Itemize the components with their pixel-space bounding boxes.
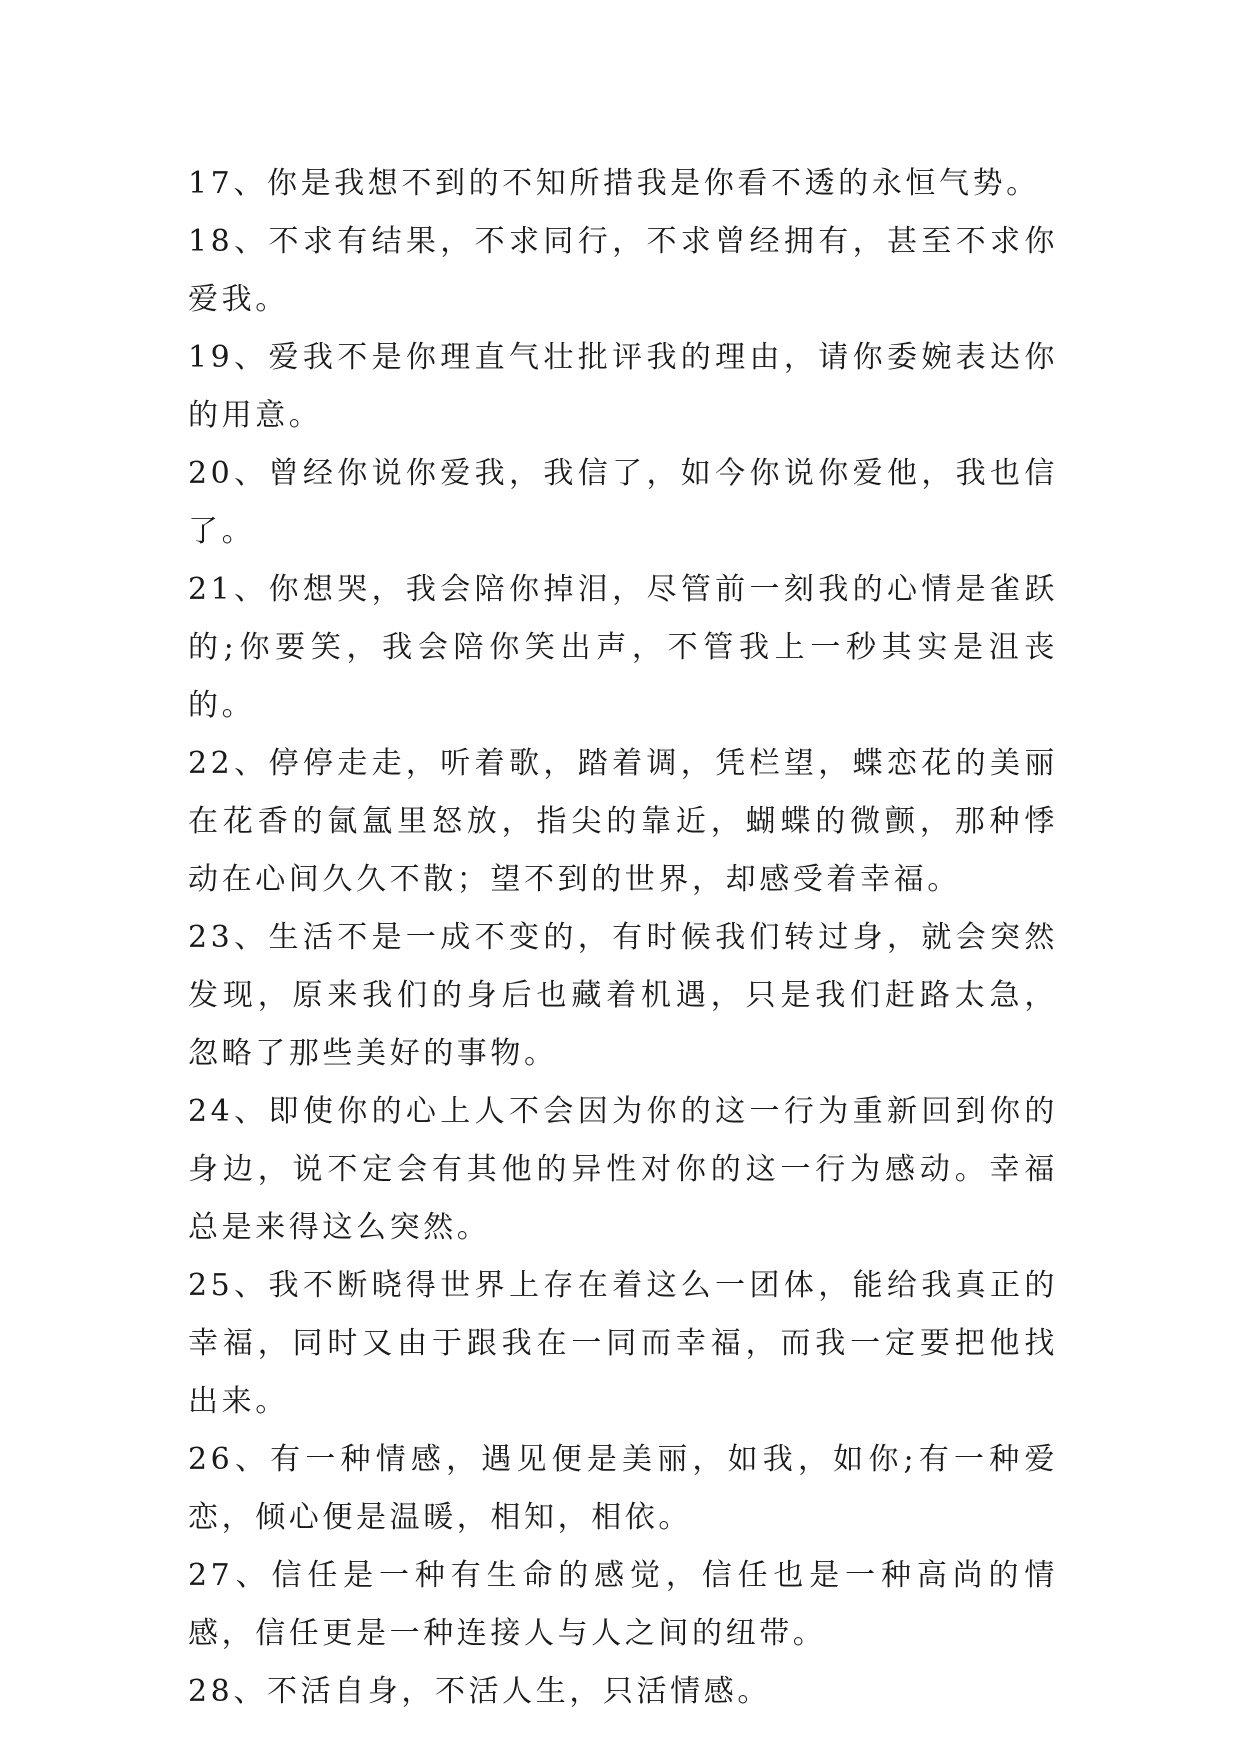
- entry-26: 26、有一种情感，遇见便是美丽，如我，如你;有一种爱恋，倾心便是温暖，相知，相依。: [188, 1442, 1058, 1535]
- document-body: [188, 155, 1058, 1721]
- entry-19: 19、爱我不是你理直气壮批评我的理由，请你委婉表达你的用意。: [188, 340, 1058, 433]
- entry-20: 20、曾经你说你爱我，我信了，如今你说你爱他，我也信了。: [188, 456, 1058, 549]
- entry-21: 21、你想哭，我会陪你掉泪，尽管前一刻我的心情是雀跃的;你要笑，我会陪你笑出声，不管我上一秒其实是沮丧的。: [188, 572, 1058, 723]
- entry-24: 24、即使你的心上人不会因为你的这一行为重新回到你的身边，说不定会有其他的异性对你的这一行为感动。幸福总是来得这么突然。: [188, 1094, 1058, 1245]
- entry-25: 25、我不断晓得世界上存在着这么一团体，能给我真正的幸福，同时又由于跟我在一同而幸福，而我一定要把他找出来。: [188, 1268, 1058, 1419]
- entry-18: 18、不求有结果，不求同行，不求曾经拥有，甚至不求你爱我。: [188, 224, 1058, 317]
- entry-28: 28、不活自身，不活人生，只活情感。: [188, 1674, 771, 1709]
- entry-22: 22、停停走走，听着歌，踏着调，凭栏望，蝶恋花的美丽在花香的氤氲里怒放，指尖的靠近，蝴蝶的微颤，那种悸动在心间久久不散；望不到的世界，却感受着幸福。: [188, 746, 1058, 897]
- entry-17: 17、你是我想不到的不知所措我是你看不透的永恒气势。: [188, 166, 1040, 201]
- entry-23: 23、生活不是一成不变的，有时候我们转过身，就会突然发现，原来我们的身后也藏着机遇，只是我们赶路太急，忽略了那些美好的事物。: [188, 920, 1058, 1071]
- entry-27: 27、信任是一种有生命的感觉，信任也是一种高尚的情感，信任更是一种连接人与人之间的纽带。: [188, 1558, 1058, 1651]
